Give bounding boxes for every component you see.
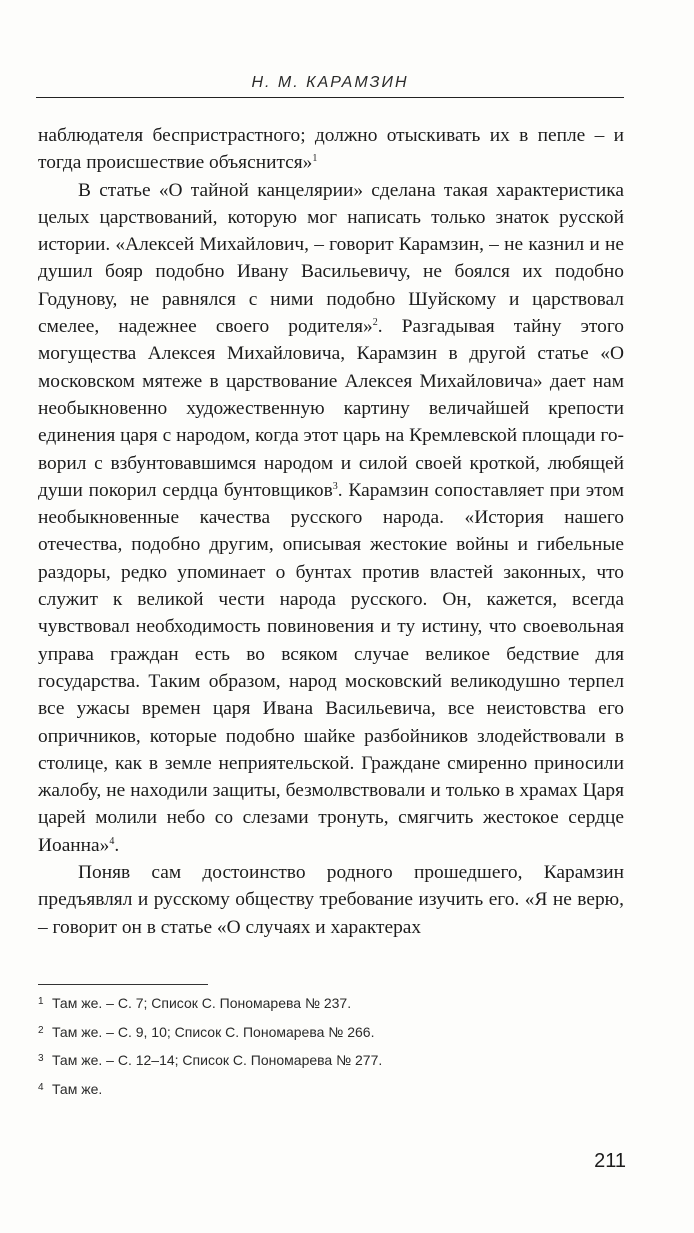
footnote-ref-1: 1 bbox=[312, 153, 318, 165]
running-head: Н. М. КАРАМЗИН bbox=[251, 74, 409, 91]
footnote: 3 Там же. – С. 12–14; Список С. Пономарева № 277. bbox=[38, 1052, 383, 1068]
footnote-text: Там же. – С. 9, 10; Список С. Пономарева № 266. bbox=[52, 1023, 375, 1040]
body-text bbox=[38, 122, 624, 941]
paragraph-1 bbox=[38, 122, 624, 177]
footnote-ref-3: 3 bbox=[332, 480, 338, 492]
footnote-rule bbox=[38, 984, 208, 985]
footnote-ref-4: 4 bbox=[109, 835, 115, 847]
paragraph-2-end: . bbox=[114, 834, 120, 856]
footnote-text: Там же. – С. 12–14; Список С. Пономарева № 277. bbox=[52, 1052, 383, 1068]
footnote-ref-2: 2 bbox=[372, 317, 378, 329]
paragraph-1-text: наблюдателя беспристрастного; должно отыскивать их в пепле – и тогда происшествие объяснится» bbox=[38, 125, 624, 174]
footnote-text: Там же. bbox=[52, 1080, 103, 1097]
footnotes bbox=[38, 989, 624, 1103]
footnote: 2 Там же. – С. 9, 10; Список С. Пономарева № 266. bbox=[38, 1023, 375, 1040]
paragraph-3 bbox=[38, 859, 624, 941]
paragraph-2-text-a: В статье «О тайной канцелярии» сделана такая характеристика целых царствований, которую мог написать только знаток русской истории. «Алексей Михайлович, – говорит Карамзин, – не казнил и не душил бояр подобно Ивану Васильевичу, не боялся их подобно Годунову, не равнялся с ними подобно Шуйскому и царствовал смелее, надежнее своего родителя» bbox=[38, 179, 624, 338]
footnote-text: Там же. – С. 7; Список С. Пономарева № 237. bbox=[52, 995, 352, 1011]
header-rule bbox=[36, 97, 624, 98]
paragraph-2-text-b: . Разгадывая тайну этого могущества Алексея Михайловича, Карамзин в другой статье «О московском мятеже в царствование Алексея Михайловича» дает нам необыкновенно художественную картину величайшей крепости единения царя с народом, когда этот царь на Кремлевской площади говорил с взбунтовавшимся народом и силой своей кроткой, любящей души покорил сердца бунтовщиков bbox=[38, 316, 624, 501]
paragraph-2-text-c: . Карамзин сопоставляет при этом необыкновенные качества русского народа. «История нашего отечества, подобно другим, описывая жестокие войны и гибельные раздоры, редко упоминает о бунтах против властей законных, что служит к великой чести народа русского. Он, кажется, всегда чувствовал необходимость повиновения и ту истину, что своевольная управа граждан есть во всяком случае великое бедствие для государства. Таким образом, народ московский великодушно терпел все ужасы времен царя Ивана Васильевича, все неистовства его опричников, которые подобно шайке разбойников злодействовали в столице, как в земле неприятельской. Граждане смиренно приносили жалобу, не находили защиты, безмолвствовали и только в храмах Царя царей молили небо со слезами тронуть, смягчить жестокое сердце Иоанна» bbox=[38, 479, 625, 856]
footnote: 4 Там же. bbox=[38, 1080, 103, 1097]
footnote: 1 Там же. – С. 7; Список С. Пономарева № 237. bbox=[38, 995, 352, 1011]
page-number: 211 bbox=[594, 1150, 626, 1172]
paragraph-3-text: Поняв сам достоинство родного прошедшего, Карамзин предъявлял и русскому обществу требование изучить его. «Я не верю, – говорит он в статье «О случаях и характерах bbox=[38, 862, 624, 938]
paragraph-2 bbox=[38, 177, 624, 859]
